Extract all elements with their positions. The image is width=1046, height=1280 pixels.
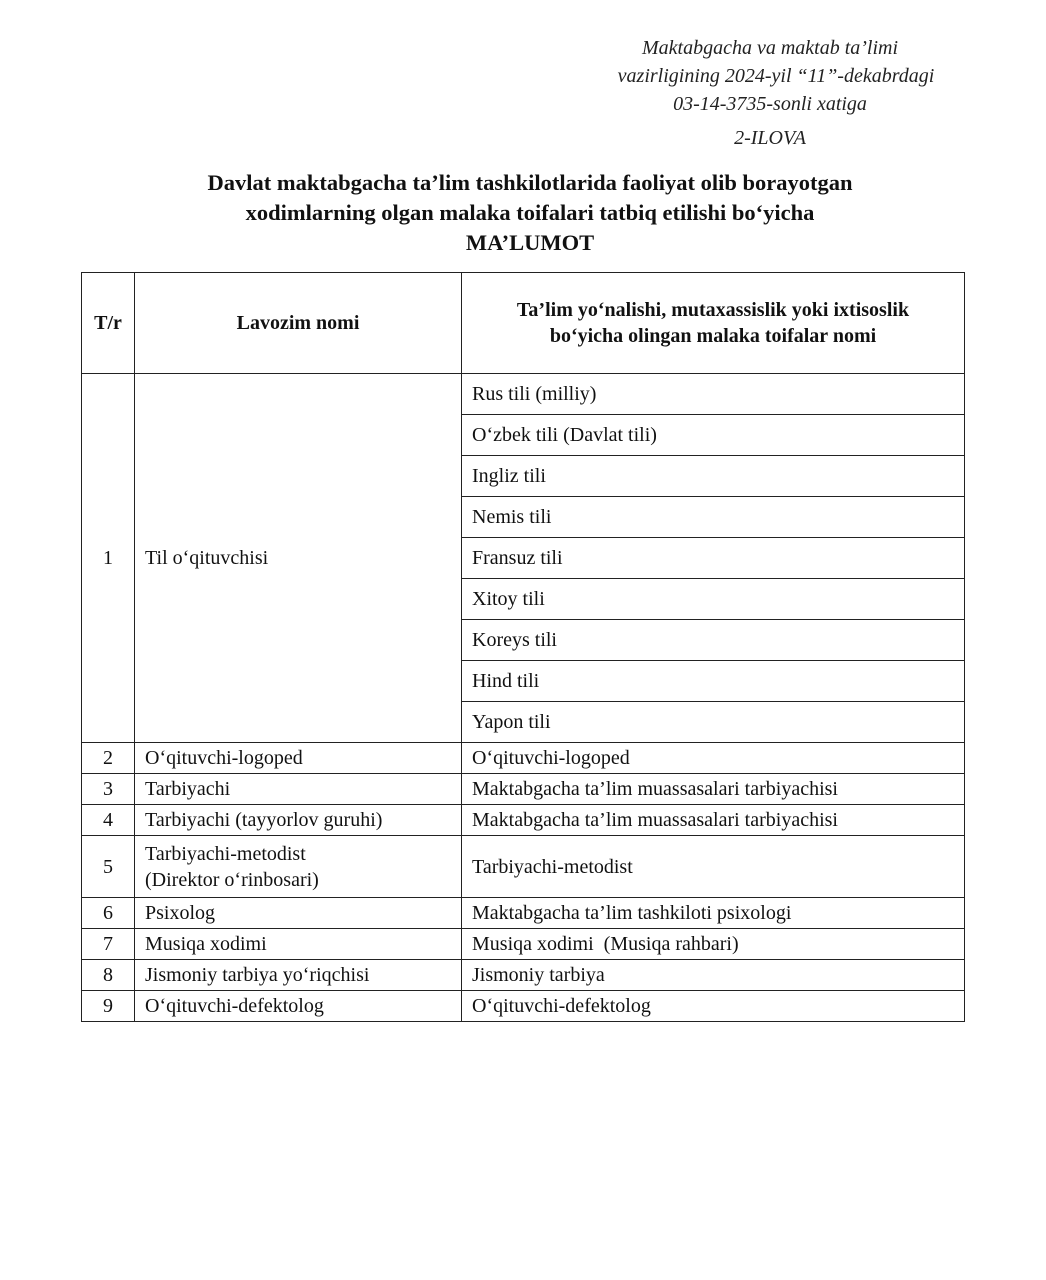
row-category: Musiqa xodimi (Musiqa rahbari) (462, 929, 965, 960)
row-category: Hind tili (462, 661, 965, 702)
row-position (135, 836, 462, 898)
title-line-1: Davlat maktabgacha ta’lim tashkilotlarida faoliyat olib borayotgan (207, 170, 853, 195)
row-category: Ingliz tili (462, 456, 965, 497)
row-category: O‘qituvchi-defektolog (462, 991, 965, 1022)
row-position-line-1: Tarbiyachi-metodist (145, 842, 306, 865)
row-category: Yapon tili (462, 702, 965, 743)
row-num: 3 (82, 774, 135, 805)
row-num: 1 (82, 374, 135, 743)
row-position: O‘qituvchi-defektolog (135, 991, 462, 1022)
row-num: 8 (82, 960, 135, 991)
row-category: O‘qituvchi-logoped (462, 743, 965, 774)
table-row (82, 774, 965, 805)
row-num: 2 (82, 743, 135, 774)
row-position: Jismoniy tarbiya yo‘riqchisi (135, 960, 462, 991)
row-category: Maktabgacha ta’lim tashkiloti psixologi (462, 898, 965, 929)
row-category: Maktabgacha ta’lim muassasalari tarbiyachisi (462, 805, 965, 836)
row-category: Rus tili (milliy) (462, 374, 965, 415)
row-category: Nemis tili (462, 497, 965, 538)
row-category: Fransuz tili (462, 538, 965, 579)
row-num: 7 (82, 929, 135, 960)
row-category: Koreys tili (462, 620, 965, 661)
table-row (82, 929, 965, 960)
annotation-line-1: Maktabgacha va maktab ta’limi (641, 37, 899, 59)
row-position: Psixolog (135, 898, 462, 929)
document-title (80, 168, 980, 258)
row-category: Jismoniy tarbiya (462, 960, 965, 991)
header-position: Lavozim nomi (135, 273, 462, 374)
annotation-line-3: 03-14-3735-sonli xatiga (673, 93, 867, 115)
table-row (82, 836, 965, 898)
table-row (82, 743, 965, 774)
header-num: T/r (82, 273, 135, 374)
row-position: Til o‘qituvchisi (135, 374, 462, 743)
row-num: 9 (82, 991, 135, 1022)
table-row (82, 960, 965, 991)
header-category-line-2: bo‘yicha olingan malaka toifalar nomi (549, 325, 877, 347)
annex-number: 2-ILOVA (734, 127, 806, 149)
annex-annotation (560, 34, 980, 152)
title-line-2: xodimlarning olgan malaka toifalari tatbiq etilishi bo‘yicha (245, 200, 815, 225)
table-row (82, 898, 965, 929)
header-category (462, 273, 965, 374)
row-category: O‘zbek tili (Davlat tili) (462, 415, 965, 456)
row-position: Tarbiyachi (135, 774, 462, 805)
table-row (82, 991, 965, 1022)
row-num: 5 (82, 836, 135, 898)
row-position: Musiqa xodimi (135, 929, 462, 960)
qualification-table (81, 272, 965, 1022)
title-line-3: MA’LUMOT (465, 230, 595, 255)
table-row (82, 805, 965, 836)
table-header-row (82, 273, 965, 374)
annotation-line-2: vazirligining 2024-yil “11”-dekabrdagi (617, 65, 935, 87)
row-position: O‘qituvchi-logoped (135, 743, 462, 774)
row-category: Maktabgacha ta’lim muassasalari tarbiyachisi (462, 774, 965, 805)
row-category: Tarbiyachi-metodist (462, 836, 965, 898)
row-category: Xitoy tili (462, 579, 965, 620)
row-position-line-2: (Direktor o‘rinbosari) (145, 868, 319, 891)
table-row (82, 374, 965, 415)
row-num: 4 (82, 805, 135, 836)
row-position: Tarbiyachi (tayyorlov guruhi) (135, 805, 462, 836)
row-num: 6 (82, 898, 135, 929)
header-category-line-1: Ta’lim yo‘nalishi, mutaxassislik yoki ixtisoslik (516, 299, 910, 321)
